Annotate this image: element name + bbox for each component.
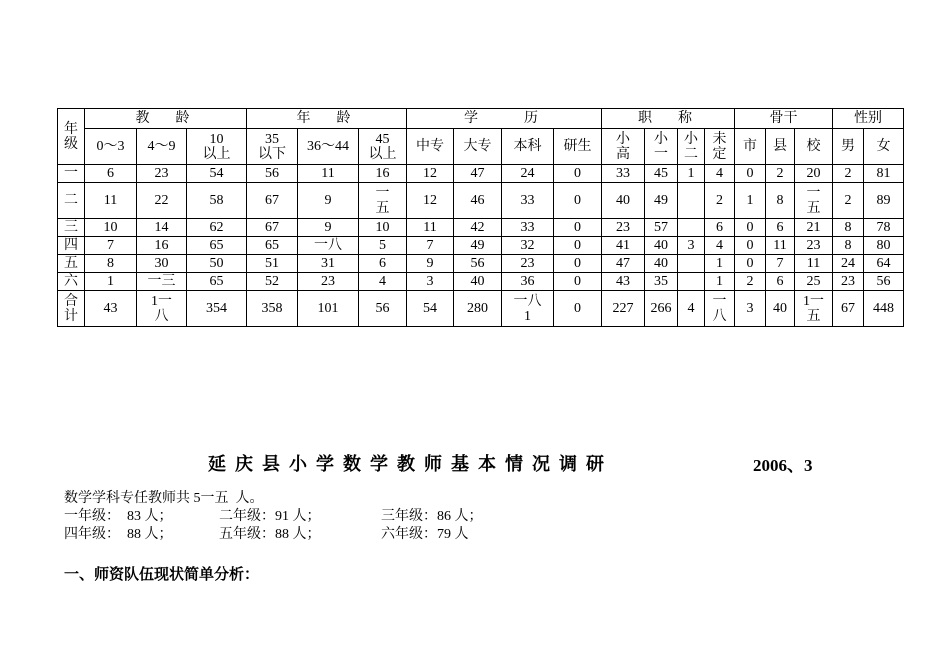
table-cell: 1 (705, 273, 735, 291)
table-cell: 0 (735, 255, 766, 273)
table-cell: 11 (795, 255, 833, 273)
table-cell: 3 (407, 273, 454, 291)
subheader-cell: 县 (766, 129, 795, 165)
table-cell: 40 (645, 255, 678, 273)
table-cell: 33 (602, 165, 645, 183)
table-cell: 16 (137, 237, 187, 255)
table-cell: 22 (137, 183, 187, 219)
table-cell: 1 (735, 183, 766, 219)
grade-label: 三 (58, 219, 85, 237)
table-cell: 24 (833, 255, 864, 273)
table-cell: 67 (247, 183, 298, 219)
table-cell: 一八 1 (502, 291, 554, 327)
table-row (58, 255, 904, 273)
group-gender: 性别 (833, 109, 904, 129)
table-cell: 46 (454, 183, 502, 219)
subheader-cell: 小 高 (602, 129, 645, 165)
table-cell: 54 (407, 291, 454, 327)
report-date: 2006、3 (753, 456, 813, 475)
table-cell: 2 (833, 165, 864, 183)
table-row (58, 165, 904, 183)
table-cell: 58 (187, 183, 247, 219)
table-cell (678, 219, 705, 237)
table-cell: 6 (359, 255, 407, 273)
group-education: 学 历 (407, 109, 602, 129)
table-cell: 8 (833, 219, 864, 237)
table-cell: 8 (833, 237, 864, 255)
table-cell: 0 (554, 183, 602, 219)
grade-label: 六 (58, 273, 85, 291)
table-cell: 36 (502, 273, 554, 291)
table-cell: 6 (766, 273, 795, 291)
table-cell: 57 (645, 219, 678, 237)
table-row (58, 183, 904, 219)
table-cell: 31 (298, 255, 359, 273)
grade-label: 合 计 (58, 291, 85, 327)
table-cell: 40 (766, 291, 795, 327)
table-cell: 11 (85, 183, 137, 219)
table-cell: 23 (795, 237, 833, 255)
table-cell: 5 (359, 237, 407, 255)
section-heading: 一、师资队伍现状简单分析： (64, 565, 260, 583)
table-cell: 2 (766, 165, 795, 183)
table-cell: 47 (602, 255, 645, 273)
table-cell: 41 (602, 237, 645, 255)
table-cell: 6 (705, 219, 735, 237)
table-cell: 1 (705, 255, 735, 273)
table-cell: 354 (187, 291, 247, 327)
group-backbone: 骨干 (735, 109, 833, 129)
table-cell: 49 (645, 183, 678, 219)
table-cell: 23 (137, 165, 187, 183)
table-cell: 51 (247, 255, 298, 273)
subheader-cell: 市 (735, 129, 766, 165)
table-cell: 0 (554, 165, 602, 183)
table-cell: 227 (602, 291, 645, 327)
table-cell: 54 (187, 165, 247, 183)
table-cell: 67 (833, 291, 864, 327)
subheader-cell: 校 (795, 129, 833, 165)
subheader-cell: 男 (833, 129, 864, 165)
table-cell: 11 (407, 219, 454, 237)
table-cell: 43 (85, 291, 137, 327)
table-row (58, 237, 904, 255)
table-cell: 81 (864, 165, 904, 183)
table-cell: 一 五 (359, 183, 407, 219)
table-cell: 35 (645, 273, 678, 291)
table-cell: 266 (645, 291, 678, 327)
grade4-count: 四年级： 88 人； (64, 527, 173, 542)
grade-header: 年 级 (58, 109, 85, 165)
table-cell: 10 (85, 219, 137, 237)
table-cell: 56 (247, 165, 298, 183)
table-cell: 2 (833, 183, 864, 219)
table-cell: 7 (85, 237, 137, 255)
group-teaching-years: 教 龄 (85, 109, 247, 129)
group-title: 职 称 (602, 109, 735, 129)
table-cell: 11 (298, 165, 359, 183)
table-cell: 12 (407, 165, 454, 183)
grade-label: 四 (58, 237, 85, 255)
table-cell: 23 (502, 255, 554, 273)
table-cell (678, 255, 705, 273)
table-cell: 1 (678, 165, 705, 183)
total-teachers-line: 数学学科专任教师共 5一五 人。 (64, 491, 264, 506)
table-cell: 0 (554, 237, 602, 255)
table-cell: 14 (137, 219, 187, 237)
subheader-cell: 大专 (454, 129, 502, 165)
subheader-cell: 0～3 (85, 129, 137, 165)
table-cell: 一八 (298, 237, 359, 255)
table-cell: 4 (705, 237, 735, 255)
table-cell: 20 (795, 165, 833, 183)
table-cell: 10 (359, 219, 407, 237)
table-cell: 21 (795, 219, 833, 237)
table-cell: 2 (705, 183, 735, 219)
subheader-cell: 小 二 (678, 129, 705, 165)
table-cell: 9 (407, 255, 454, 273)
subheader-cell: 45 以上 (359, 129, 407, 165)
grade1-count: 一年级： 83 人； (64, 509, 173, 524)
table-cell: 0 (735, 165, 766, 183)
table-cell: 65 (187, 273, 247, 291)
grade-label: 一 (58, 165, 85, 183)
table-cell: 47 (454, 165, 502, 183)
table-cell: 0 (735, 237, 766, 255)
table-cell: 65 (187, 237, 247, 255)
table-cell: 一 八 (705, 291, 735, 327)
subheader-cell: 小 一 (645, 129, 678, 165)
table-cell: 62 (187, 219, 247, 237)
table-cell: 3 (678, 237, 705, 255)
table-cell (678, 183, 705, 219)
table-cell: 448 (864, 291, 904, 327)
table-cell: 6 (766, 219, 795, 237)
table-cell: 23 (602, 219, 645, 237)
page-title: 延庆县小学数学教师基本情况调研 (208, 454, 613, 475)
table-cell: 2 (735, 273, 766, 291)
table-cell: 4 (705, 165, 735, 183)
table-cell: 8 (766, 183, 795, 219)
table-cell: 一 五 (795, 183, 833, 219)
grade-label: 二 (58, 183, 85, 219)
table-cell: 7 (407, 237, 454, 255)
table-cell (678, 273, 705, 291)
grade5-count: 五年级：88 人； (219, 527, 321, 542)
table-cell: 6 (85, 165, 137, 183)
table-cell: 101 (298, 291, 359, 327)
group-age: 年 龄 (247, 109, 407, 129)
table-cell: 3 (735, 291, 766, 327)
table-cell: 89 (864, 183, 904, 219)
table-cell: 80 (864, 237, 904, 255)
grade6-count: 六年级：79 人 (381, 527, 469, 542)
subheader-cell: 研生 (554, 129, 602, 165)
table-cell: 40 (645, 237, 678, 255)
table-cell: 1 (85, 273, 137, 291)
table-cell: 50 (187, 255, 247, 273)
teacher-stats-table (57, 108, 904, 327)
table-cell: 56 (864, 273, 904, 291)
table-cell: 358 (247, 291, 298, 327)
table-cell: 33 (502, 183, 554, 219)
table-cell: 23 (833, 273, 864, 291)
table-cell: 280 (454, 291, 502, 327)
table-row (58, 291, 904, 327)
subheader-cell: 本科 (502, 129, 554, 165)
table-cell: 0 (554, 255, 602, 273)
table-cell: 一三 (137, 273, 187, 291)
table-cell: 64 (864, 255, 904, 273)
table-cell: 78 (864, 219, 904, 237)
subheader-cell: 36～44 (298, 129, 359, 165)
table-cell: 32 (502, 237, 554, 255)
table-cell: 8 (85, 255, 137, 273)
subheader-cell: 4～9 (137, 129, 187, 165)
subheader-cell: 35 以下 (247, 129, 298, 165)
table-cell: 16 (359, 165, 407, 183)
table-cell: 9 (298, 219, 359, 237)
table-cell: 67 (247, 219, 298, 237)
table-cell: 9 (298, 183, 359, 219)
grade2-count: 二年级：91 人； (219, 509, 321, 524)
table-cell: 4 (359, 273, 407, 291)
table-cell: 0 (554, 291, 602, 327)
subheader-cell: 未 定 (705, 129, 735, 165)
table-cell: 56 (454, 255, 502, 273)
table-cell: 45 (645, 165, 678, 183)
table-cell: 40 (454, 273, 502, 291)
table-row (58, 219, 904, 237)
table-cell: 0 (735, 219, 766, 237)
table-cell: 30 (137, 255, 187, 273)
table-cell: 12 (407, 183, 454, 219)
table-cell: 23 (298, 273, 359, 291)
subheader-cell: 中专 (407, 129, 454, 165)
subheader-cell: 女 (864, 129, 904, 165)
table-cell: 11 (766, 237, 795, 255)
table-cell: 24 (502, 165, 554, 183)
table-cell: 1一 五 (795, 291, 833, 327)
grade3-count: 三年级：86 人； (381, 509, 483, 524)
table-cell: 42 (454, 219, 502, 237)
table-cell: 43 (602, 273, 645, 291)
table-cell: 4 (678, 291, 705, 327)
table-cell: 0 (554, 219, 602, 237)
table-cell: 49 (454, 237, 502, 255)
table-cell: 1一 八 (137, 291, 187, 327)
table-cell: 25 (795, 273, 833, 291)
subheader-cell: 10 以上 (187, 129, 247, 165)
table-cell: 65 (247, 237, 298, 255)
table-cell: 40 (602, 183, 645, 219)
table-cell: 0 (554, 273, 602, 291)
table-cell: 56 (359, 291, 407, 327)
table-cell: 52 (247, 273, 298, 291)
grade-label: 五 (58, 255, 85, 273)
table-cell: 7 (766, 255, 795, 273)
table-cell: 33 (502, 219, 554, 237)
table-row (58, 273, 904, 291)
